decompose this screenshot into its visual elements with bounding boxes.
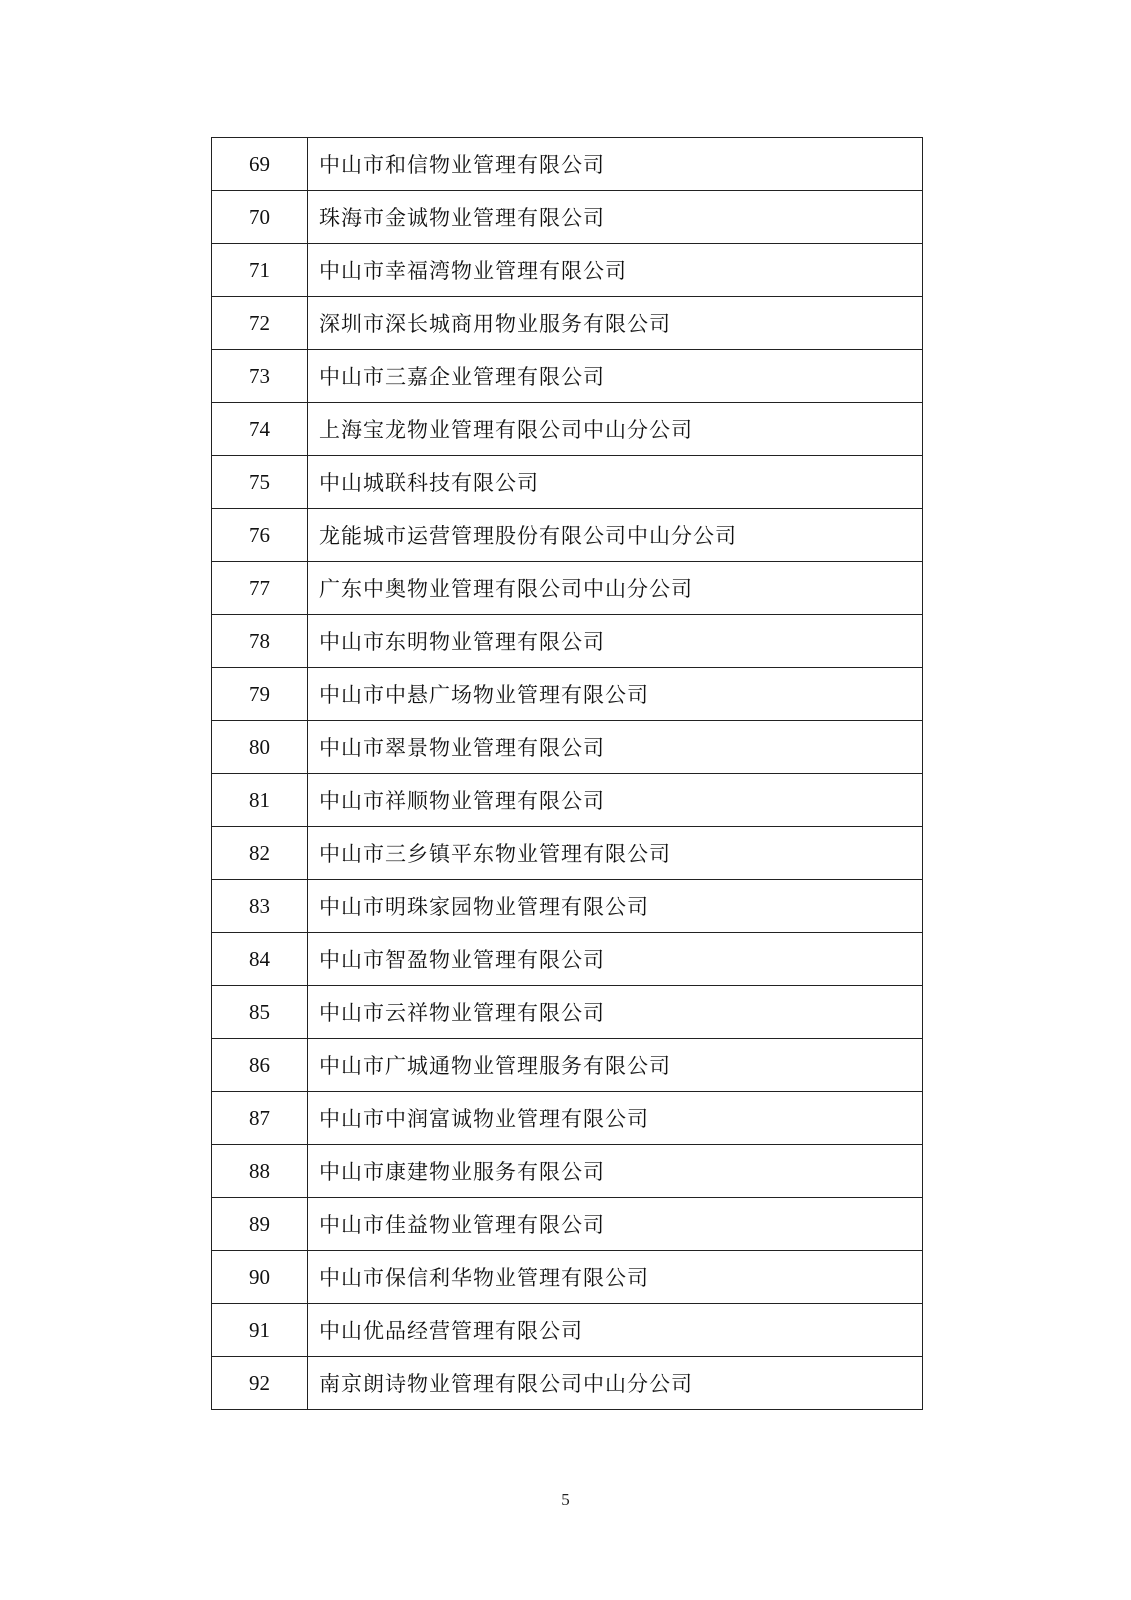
company-name-cell: 中山市佳益物业管理有限公司 bbox=[308, 1198, 923, 1251]
row-number-cell: 69 bbox=[212, 138, 308, 191]
table-row bbox=[212, 1198, 923, 1251]
company-name-cell: 珠海市金诚物业管理有限公司 bbox=[308, 191, 923, 244]
table-row bbox=[212, 1145, 923, 1198]
table-row bbox=[212, 1251, 923, 1304]
row-number-cell: 87 bbox=[212, 1092, 308, 1145]
row-number-cell: 91 bbox=[212, 1304, 308, 1357]
company-name-cell: 中山市东明物业管理有限公司 bbox=[308, 615, 923, 668]
table-row bbox=[212, 562, 923, 615]
row-number-cell: 72 bbox=[212, 297, 308, 350]
company-name-cell: 中山优品经营管理有限公司 bbox=[308, 1304, 923, 1357]
company-name-cell: 上海宝龙物业管理有限公司中山分公司 bbox=[308, 403, 923, 456]
company-name-cell: 中山市云祥物业管理有限公司 bbox=[308, 986, 923, 1039]
row-number-cell: 84 bbox=[212, 933, 308, 986]
table-row bbox=[212, 403, 923, 456]
company-name-cell: 中山市三乡镇平东物业管理有限公司 bbox=[308, 827, 923, 880]
row-number-cell: 71 bbox=[212, 244, 308, 297]
company-name-cell: 中山市广城通物业管理服务有限公司 bbox=[308, 1039, 923, 1092]
table-row bbox=[212, 244, 923, 297]
table-row bbox=[212, 933, 923, 986]
row-number-cell: 73 bbox=[212, 350, 308, 403]
row-number-cell: 78 bbox=[212, 615, 308, 668]
row-number-cell: 79 bbox=[212, 668, 308, 721]
row-number-cell: 80 bbox=[212, 721, 308, 774]
table-row bbox=[212, 615, 923, 668]
table-row bbox=[212, 827, 923, 880]
company-list-table bbox=[211, 137, 923, 1410]
row-number-cell: 82 bbox=[212, 827, 308, 880]
row-number-cell: 92 bbox=[212, 1357, 308, 1410]
page-number: 5 bbox=[561, 1490, 570, 1509]
row-number-cell: 76 bbox=[212, 509, 308, 562]
company-name-cell: 中山市中润富诚物业管理有限公司 bbox=[308, 1092, 923, 1145]
table-row bbox=[212, 456, 923, 509]
row-number-cell: 86 bbox=[212, 1039, 308, 1092]
table-row bbox=[212, 191, 923, 244]
row-number-cell: 88 bbox=[212, 1145, 308, 1198]
table-row bbox=[212, 1357, 923, 1410]
table-row bbox=[212, 668, 923, 721]
company-name-cell: 南京朗诗物业管理有限公司中山分公司 bbox=[308, 1357, 923, 1410]
company-name-cell: 深圳市深长城商用物业服务有限公司 bbox=[308, 297, 923, 350]
company-name-cell: 龙能城市运营管理股份有限公司中山分公司 bbox=[308, 509, 923, 562]
company-name-cell: 中山市康建物业服务有限公司 bbox=[308, 1145, 923, 1198]
company-name-cell: 中山市智盈物业管理有限公司 bbox=[308, 933, 923, 986]
table-row bbox=[212, 986, 923, 1039]
table-row bbox=[212, 138, 923, 191]
row-number-cell: 85 bbox=[212, 986, 308, 1039]
company-name-cell: 中山市保信利华物业管理有限公司 bbox=[308, 1251, 923, 1304]
table-row bbox=[212, 297, 923, 350]
row-number-cell: 75 bbox=[212, 456, 308, 509]
table-row bbox=[212, 774, 923, 827]
row-number-cell: 77 bbox=[212, 562, 308, 615]
table-row bbox=[212, 721, 923, 774]
company-name-cell: 中山市中悬广场物业管理有限公司 bbox=[308, 668, 923, 721]
table-row bbox=[212, 1092, 923, 1145]
table-row bbox=[212, 1039, 923, 1092]
company-name-cell: 中山市和信物业管理有限公司 bbox=[308, 138, 923, 191]
company-name-cell: 中山市幸福湾物业管理有限公司 bbox=[308, 244, 923, 297]
company-name-cell: 中山市明珠家园物业管理有限公司 bbox=[308, 880, 923, 933]
table-row bbox=[212, 509, 923, 562]
row-number-cell: 70 bbox=[212, 191, 308, 244]
row-number-cell: 81 bbox=[212, 774, 308, 827]
table-row bbox=[212, 880, 923, 933]
company-name-cell: 中山市三嘉企业管理有限公司 bbox=[308, 350, 923, 403]
company-name-cell: 中山城联科技有限公司 bbox=[308, 456, 923, 509]
table-body bbox=[212, 138, 923, 1410]
company-name-cell: 中山市翠景物业管理有限公司 bbox=[308, 721, 923, 774]
row-number-cell: 90 bbox=[212, 1251, 308, 1304]
row-number-cell: 89 bbox=[212, 1198, 308, 1251]
row-number-cell: 83 bbox=[212, 880, 308, 933]
table-row bbox=[212, 350, 923, 403]
company-name-cell: 中山市祥顺物业管理有限公司 bbox=[308, 774, 923, 827]
company-name-cell: 广东中奥物业管理有限公司中山分公司 bbox=[308, 562, 923, 615]
table-row bbox=[212, 1304, 923, 1357]
row-number-cell: 74 bbox=[212, 403, 308, 456]
